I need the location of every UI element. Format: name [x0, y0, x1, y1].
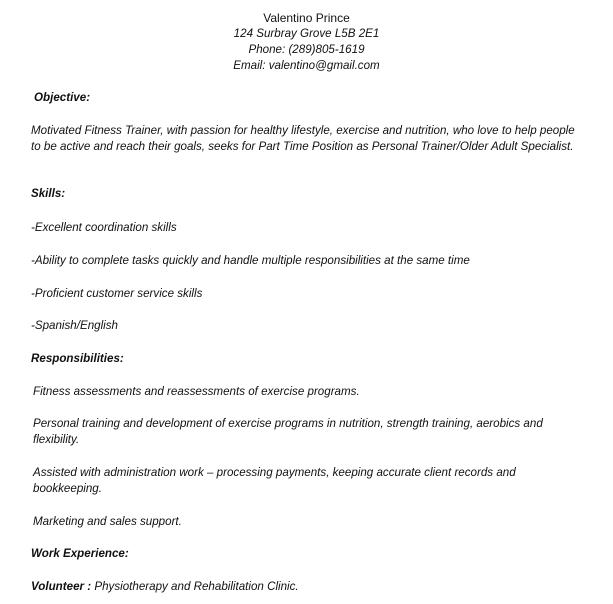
skill-item: -Proficient customer service skills [31, 287, 203, 300]
responsibility-item: Personal training and development of exercise programs in nutrition, strength training, aerobics and flexibility. [33, 417, 543, 446]
responsibility-item: Marketing and sales support. [33, 515, 182, 528]
objective-heading: Objective: [34, 91, 91, 104]
applicant-phone: Phone: (289)805-1619 [248, 43, 365, 56]
volunteer-text: Physiotherapy and Rehabilitation Clinic. [94, 580, 299, 593]
responsibility-item: Fitness assessments and reassessments of exercise programs. [33, 385, 360, 398]
applicant-email: Email: valentino@gmail.com [233, 59, 380, 72]
volunteer-label: Volunteer : [31, 580, 92, 593]
skill-item: -Spanish/English [31, 319, 119, 332]
applicant-address: 124 Surbray Grove L5B 2E1 [233, 27, 380, 40]
applicant-name: Valentino Prince [263, 11, 350, 25]
contact-header [0, 10, 613, 74]
responsibility-item: Assisted with administration work – processing payments, keeping accurate client records and bookkeeping. [33, 466, 516, 495]
skill-item: -Ability to complete tasks quickly and handle multiple responsibilities at the same time [31, 254, 470, 267]
skill-item: -Excellent coordination skills [31, 221, 177, 234]
work-experience-heading: Work Experience: [31, 547, 129, 560]
objective-text: Motivated Fitness Trainer, with passion for healthy lifestyle, exercise and nutrition, who love to help people to be active and reach their goals, seeks for Part Time Position as Personal Trainer/Older Adult Specialist. [31, 124, 575, 153]
skills-heading: Skills: [31, 187, 66, 200]
responsibilities-heading: Responsibilities: [31, 352, 124, 365]
volunteer-line [31, 579, 576, 595]
